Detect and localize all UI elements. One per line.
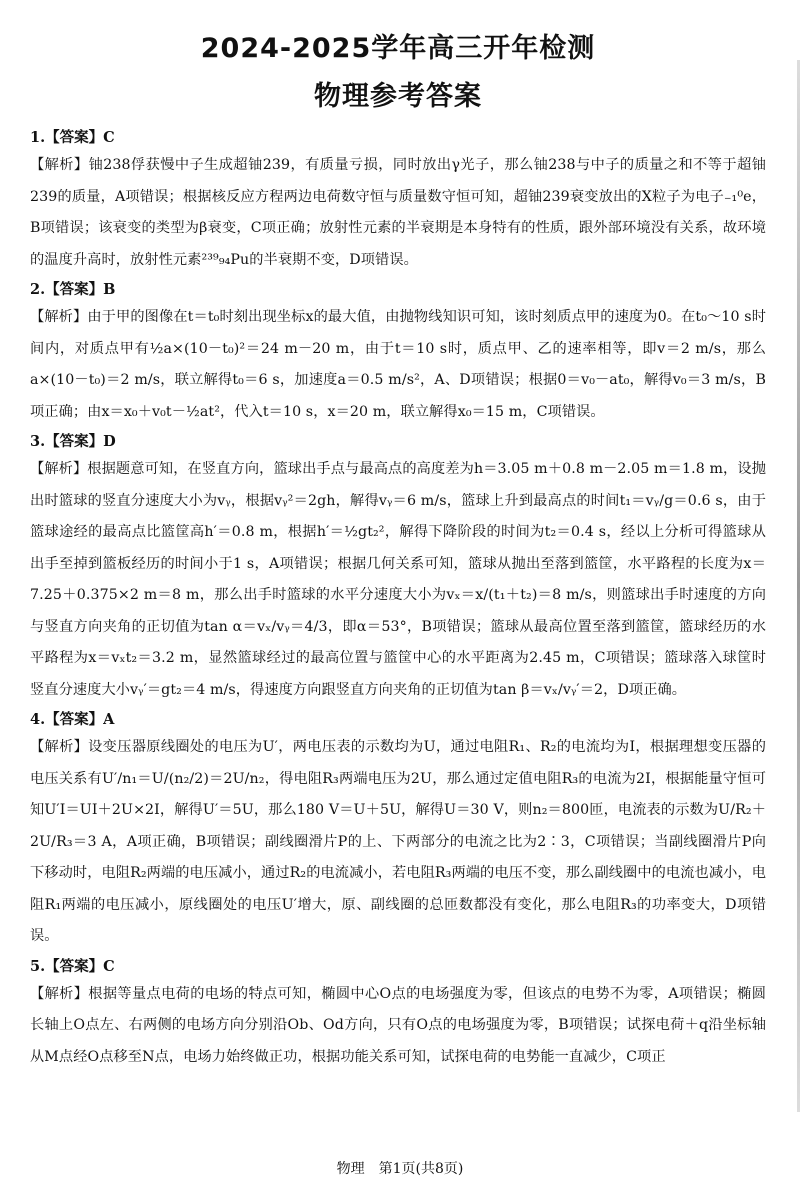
- answer-line: 5.【答案】C: [30, 957, 115, 975]
- page-footer: 物理 第1页(共8页): [336, 1161, 464, 1177]
- explanation-paragraph: 【解析】由于甲的图像在t＝t₀时刻出现坐标x的最大值，由抛物线知识可知，该时刻质点甲的速度为0。在t₀～10 s时间内，对质点甲有½a×(10－t₀)²＝24 m－20 m，由于t＝10 s时，质点甲、乙的速率相等，即v＝2 m/s，那么a×(10－t₀)＝2 m/s，联立解得t₀＝6 s，加速度a＝0.5 m/s²，A、D项错误；根据0＝v₀－at₀，解得v₀＝3 m/s，B项正确；由x＝x₀＋v₀t－½at²，代入t＝10 s，x＝20 m，联立解得x₀＝15 m，C项错误。: [30, 309, 766, 420]
- page-subtitle: 物理参考答案: [314, 81, 482, 112]
- explanation-paragraph: 【解析】根据等量点电荷的电场的特点可知，椭圆中心O点的电场强度为零，但该点的电势不为零，A项错误；椭圆长轴上O点左、右两侧的电场方向分别沿Ob、Od方向，只有O点的电场强度为零，B项错误；试探电荷＋q沿坐标轴从M点经O点移至N点，电场力始终做正功，根据功能关系可知，试探电荷的电势能一直减少，C项正: [30, 985, 766, 1065]
- question-5: [30, 955, 766, 1074]
- question-3: [30, 430, 766, 706]
- explanation-paragraph: 【解析】铀238俘获慢中子生成超铀239，有质量亏损，同时放出γ光子，那么铀238与中子的质量之和不等于超铀239的质量，A项错误；根据核反应方程两边电荷数守恒与质量数守恒可知，超铀239衰变放出的X粒子为电子₋₁⁰e，B项错误；该衰变的类型为β衰变，C项正确；放射性元素的半衰期是本身特有的性质，跟外部环境没有关系，故环境的温度升高时，放射性元素²³⁹₉₄Pu的半衰期不变，D项错误。: [30, 157, 766, 268]
- answer-line: 3.【答案】D: [30, 433, 116, 450]
- explanation-paragraph: 【解析】根据题意可知，在竖直方向，篮球出手点与最高点的高度差为h＝3.05 m＋0.8 m－2.05 m＝1.8 m，设抛出时篮球的竖直分速度大小为vᵧ，根据vᵧ²＝2gh，解得vᵧ＝6 m/s，篮球上升到最高点的时间t₁＝vᵧ/g＝0.6 s，由于篮球途经的最高点比篮筐高h′＝0.8 m，根据h′＝½gt₂²，解得下降阶段的时间为t₂＝0.4 s，经以上分析可得篮球从出手至掉到篮板经历的时间小于1 s，A项错误；根据几何关系可知，篮球从抛出至落到篮筐，水平路程的长度为x＝7.25＋0.375×2 m＝8 m，那么出手时篮球的水平分速度大小为vₓ＝x/(t₁＋t₂)＝8 m/s，则篮球出手时速度的方向与竖直方向夹角的正切值为tan α＝vₓ/vᵧ＝4/3，即α＝53°，B项错误；篮球从最高位置至落到篮筐，篮球经历的水平路程为x＝vₓt₂＝3.2 m，显然篮球经过的最高位置与篮筐中心的水平距离为2.45 m，C项错误；篮球落入球筐时竖直分速度大小vᵧ′＝gt₂＝4 m/s，得速度方向跟竖直方向夹角的正切值为tan β＝vₓ/vᵧ′＝2，D项正确。: [30, 461, 766, 698]
- question-2: [30, 278, 766, 428]
- question-1: [30, 126, 766, 276]
- page-title: 2024-2025学年高三开年检测: [200, 33, 596, 64]
- answer-line: 1.【答案】C: [30, 129, 115, 146]
- question-4: [30, 708, 766, 953]
- answer-line: 4.【答案】A: [30, 711, 115, 728]
- explanation-paragraph: 【解析】设变压器原线圈处的电压为U′，两电压表的示数均为U，通过电阻R₁、R₂的电流均为I，根据理想变压器的电压关系有U′/n₁＝U/(n₂/2)＝2U/n₂，得电阻R₃两端电压为2U，那么通过定值电阻R₃的电流为2I，根据能量守恒可知U′I＝UI＋2U×2I，解得U′＝5U，那么180 V＝U＋5U，解得U＝30 V，则n₂＝800匝，电流表的示数为U/R₂＋2U/R₃＝3 A，A项正确，B项错误；副线圈滑片P的上、下两部分的电流之比为2∶3，C项错误；当副线圈滑片P向下移动时，电阻R₂两端的电压减小，通过R₂的电流减小，若电阻R₃两端的电压不变，那么副线圈中的电流也减小，电阻R₁两端的电压减小，原线圈处的电压U′增大，原、副线圈的总匝数都没有变化，那么电阻R₃的功率变大，D项错误。: [30, 739, 766, 944]
- answer-line: 2.【答案】B: [30, 281, 116, 298]
